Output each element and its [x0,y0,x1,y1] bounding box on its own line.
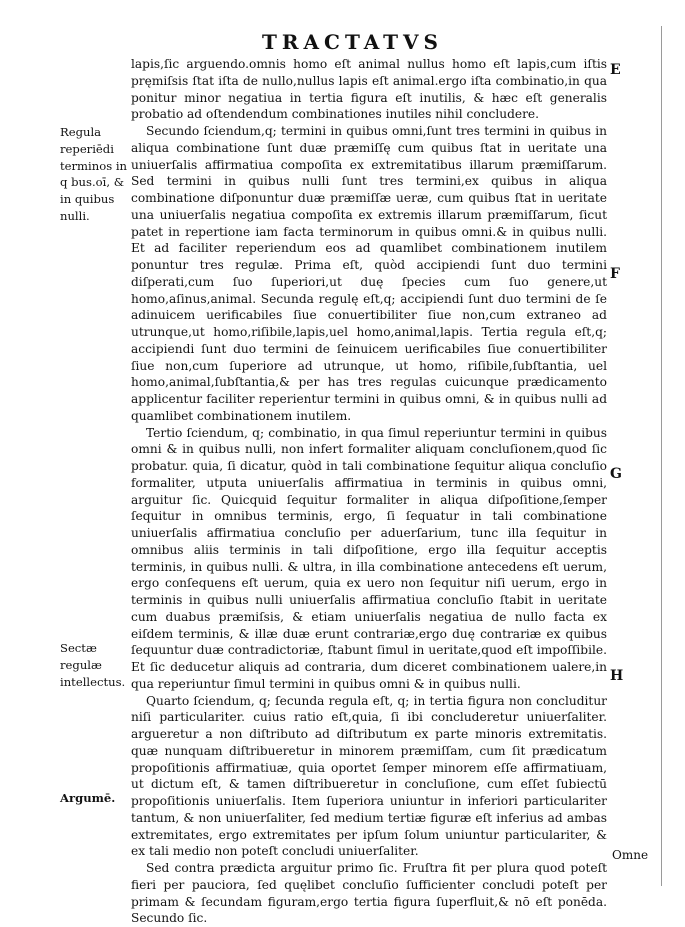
section-letter-g: G [610,466,622,482]
paragraph: Secundo ſciendum,q; termini in quibus omni,ſunt tres termini in quibus in aliqua combinatione ſunt duæ præmiſſę cum quibus ſtat in ueritate una uniuerſalis affirmatiua compoſita ex extremitatibus illarum præmiſſarum. Sed termini in quibus nulli ſunt tres termini,ex quibus in aliqua combinatione diſponuntur duæ præmiſſæ ueræ, cum quibus ſtat in ueritate una uniuerſalis negatiua compoſita ex extremis illarum præmiſſarum, ſicut patet in repertione iam facta terminorum in quibus omni.& in quibus nulli. Et ad faciliter reperiendum eos ad quamlibet combinationem inutilem ponuntur tres regulæ. Prima eſt, quòd accipiendi ſunt duo termini diſperati,cum ſuo ſuperiori,ut duę ſpecies cum ſuo genere,ut homo,aſinus,animal. Secunda regulę eſt,q; accipiendi ſunt duo termini de ſe adinuicem uerificabiles ſiue conuertibiliter ſiue non,cum extraneo ad utrunque,ut homo,riſibile,lapis,uel homo,animal,lapis. Tertia regula eſt,q; accipiendi ſunt duo termini de ſeinuicem uerificabiles ſiue conuertibiliter ſiue non,cum ſuperiore ad utrunque, ut homo, riſibile,ſubſtantia, uel homo,animal,ſubſtantia,& per has tres regulas cuicunque prædicamento applicentur faciliter reperientur termini in quibus omni, & in quibus nulli ad quamlibet combinationem inutilem. [131,124,607,423]
section-letter-h: H [610,668,624,684]
paragraph: Quarto ſciendum, q; ſecunda regula eſt, q; in tertia figura non concluditur niſi particulariter. cuius ratio eſt,quia, ſi ibi concluderetur uniuerſaliter. argueretur a non diſtributo ad diſtributum ex parte minoris extremitatis. quæ nunquam diſtribueretur in minorem præmiſſam, cum ſit prædicatum propoſitionis affirmatiuæ, quia oportet ſemper minorem eſſe affirmatiuam, ut dictum eſt, & tamen diſtribueretur in concluſione, cum eſſet ſubiectū propoſitionis uniuerſalis. Item ſuperiora uniuntur in inferiori particulariter tantum, & non uniuerſaliter, ſed medium tertiæ figuræ eſt inferius ad ambas extremitates, ergo extremitates per ipſum ſolum uniuntur particulariter, & ex tali medio non poteſt concludi uniuerſaliter. [131,693,607,859]
catchword: Omne [612,848,649,862]
page-edge-rule [661,26,662,886]
paragraph: Sed contra prædicta arguitur primo ſic. Fruſtra fit per plura quod poteſt fieri per pauciora, ſed quęlibet concluſio ſufficienter concludi poteſt per primam & ſecundam figuram,ergo tertia figura ſuperfluit,& nō eſt ponēda. Secundo ſic. [131,861,607,926]
running-title: TRACTATVS [262,30,443,54]
paragraph: lapis,ſic arguendo.omnis homo eſt animal nullus homo eſt lapis,cum iſtis pręmiſsis ſtat iſta de nullo,nullus lapis eſt animal.ergo iſta combinatio,in qua ponitur minor negatiua in tertia figura eſt inutilis, & hæc eſt generalis probatio ad oſtendendum combinationes inutiles nihil concludere. [131,57,607,122]
paragraph: Tertio ſciendum, q; combinatio, in qua ſimul reperiuntur termini in quibus omni & in quibus nulli, non infert formaliter aliquam concluſionem,quod ſic probatur. quia, ſi dicatur, quòd in tali combinatione ſequitur aliqua concluſio formaliter, utputa uniuerſalis affirmatiua in terminis in quibus omni, arguitur ſic. Quicquid ſequitur formaliter in aliqua diſpoſitione,ſemper ſequitur in omnibus terminis, ergo, ſi ſequatur in tali combinatione uniuerſalis affirmatiua concluſio per aduerſarium, tunc illa ſequitur in omnibus aliis terminis in tali diſpoſitione, ergo illa ſequitur acceptis terminis, in quibus nulli. & ultra, in illa combinatione antecedens eſt uerum, ergo conſequens eſt uerum, quia ex uero non ſequitur niſi uerum, ergo in terminis in quibus nulli uniuerſalis affirmatiua concluſio ſtabit in ueritate cum duabus præmiſsis, & etiam uniuerſalis negatiua de nullo facta ex eiſdem terminis, & illæ duæ erunt contrariæ,ergo duę contrariæ ex quibus ſequuntur duæ contradictoriæ, ſtabunt ſimul in ueritate,quod eſt impoſſibile. Et ſic deducetur aliquis ad contraria, dum diceret combinationem ualere,in qua reperiuntur ſimul termini in quibus omni & in quibus nulli. [131,425,607,691]
text-body [131,56,607,927]
margin-note-regula: Regula reperiēdi terminos in q bus.oī, & in quibus nulli. [60,125,128,223]
margin-note-argumentum: Argumē. [60,791,116,805]
margin-note-sectae: Sectæ regulæ intellectus. [60,641,126,689]
section-letter-f: F [610,266,620,282]
section-letter-e: E [610,62,621,78]
